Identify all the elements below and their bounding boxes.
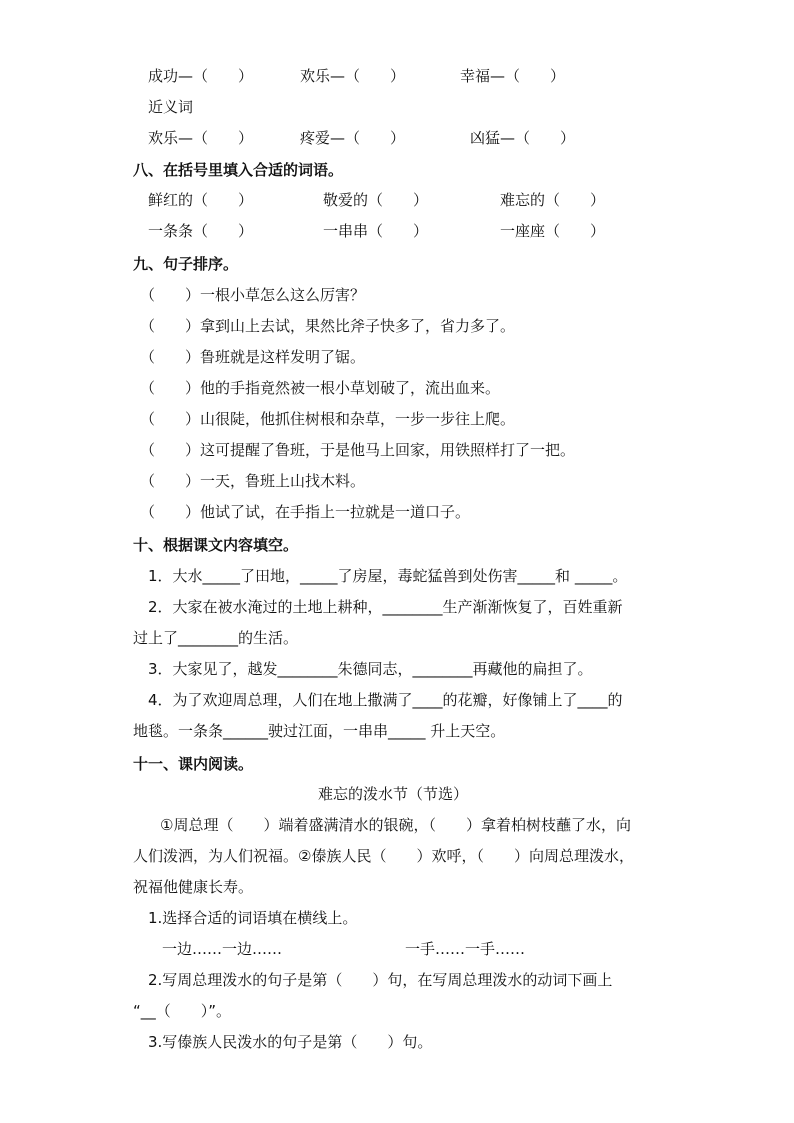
fill-item: 一座座（ ） bbox=[500, 222, 606, 240]
sentence-item: （ ）他试了试，在手指上一拉就是一道口子。 bbox=[140, 503, 471, 521]
blank-line: 过上了________的生活。 bbox=[133, 629, 299, 647]
antonym-item-2: 欢乐—（ ） bbox=[300, 67, 406, 85]
passage-line: ①周总理（ ）端着盛满清水的银碗，（ ）拿着柏树枝蘸了水，向 bbox=[160, 816, 631, 834]
fill-item: 一条条（ ） bbox=[148, 222, 254, 240]
synonym-label: 近义词 bbox=[148, 98, 194, 116]
synonym-item-2: 疼爱—（ ） bbox=[300, 129, 406, 147]
blank-line: 4．为了欢迎周总理，人们在地上撒满了____的花瓣，好像铺上了____的 bbox=[148, 691, 623, 709]
passage-line: 祝福他健康长寿。 bbox=[133, 878, 254, 896]
fill-item: 敬爱的（ ） bbox=[323, 191, 429, 209]
synonym-item-3: 凶猛—（ ） bbox=[470, 129, 576, 147]
antonym-item-1: 成功—（ ） bbox=[148, 67, 254, 85]
passage-line: 人们泼洒，为人们祝福。②傣族人民（ ）欢呼，（ ）向周总理泼水， bbox=[133, 847, 634, 865]
option-1: 一边……一边…… bbox=[162, 940, 283, 958]
blank-line: 地毯。一条条______驶过江面，一串串_____ 升上天空。 bbox=[133, 722, 506, 740]
sentence-item: （ ）一根小草怎么这么厉害？ bbox=[140, 286, 366, 304]
section-8-title: 八、在括号里填入合适的词语。 bbox=[133, 161, 344, 179]
option-2: 一手……一手…… bbox=[405, 940, 526, 958]
question-3: 3.写傣族人民泼水的句子是第（ ）句。 bbox=[148, 1033, 433, 1051]
fill-item: 一串串（ ） bbox=[323, 222, 429, 240]
sentence-item: （ ）鲁班就是这样发明了锯。 bbox=[140, 348, 366, 366]
sentence-item: （ ）这可提醒了鲁班，于是他马上回家，用铁照样打了一把。 bbox=[140, 441, 576, 459]
section-9-title: 九、句子排序。 bbox=[133, 255, 239, 273]
question-2: 2.写周总理泼水的句子是第（ ）句，在写周总理泼水的动词下画上 bbox=[148, 971, 613, 989]
antonym-item-3: 幸福—（ ） bbox=[460, 67, 566, 85]
blank-line: 1．大水_____了田地，_____了房屋，毒蛇猛兽到处伤害_____和 _____。 bbox=[148, 567, 628, 585]
sentence-item: （ ）山很陡，他抓住树根和杂草，一步一步往上爬。 bbox=[140, 410, 516, 428]
fill-item: 鲜红的（ ） bbox=[148, 191, 254, 209]
sentence-item: （ ）他的手指竟然被一根小草划破了，流出血来。 bbox=[140, 379, 501, 397]
blank-line: 2．大家在被水淹过的土地上耕种，________生产渐渐恢复了，百姓重新 bbox=[148, 598, 623, 616]
question-1: 1.选择合适的词语填在横线上。 bbox=[148, 909, 358, 927]
sentence-item: （ ）一天，鲁班上山找木料。 bbox=[140, 472, 366, 490]
synonym-item-1: 欢乐—（ ） bbox=[148, 129, 254, 147]
question-2-cont: “__（ ）”。 bbox=[133, 1002, 232, 1020]
fill-item: 难忘的（ ） bbox=[500, 191, 606, 209]
section-10-title: 十、根据课文内容填空。 bbox=[133, 536, 299, 554]
passage-title: 难忘的泼水节（节选） bbox=[318, 785, 469, 803]
section-11-title: 十一、课内阅读。 bbox=[133, 755, 254, 773]
sentence-item: （ ）拿到山上去试，果然比斧子快多了，省力多了。 bbox=[140, 317, 516, 335]
blank-line: 3．大家见了，越发________朱德同志，________再藏他的扁担了。 bbox=[148, 660, 593, 678]
